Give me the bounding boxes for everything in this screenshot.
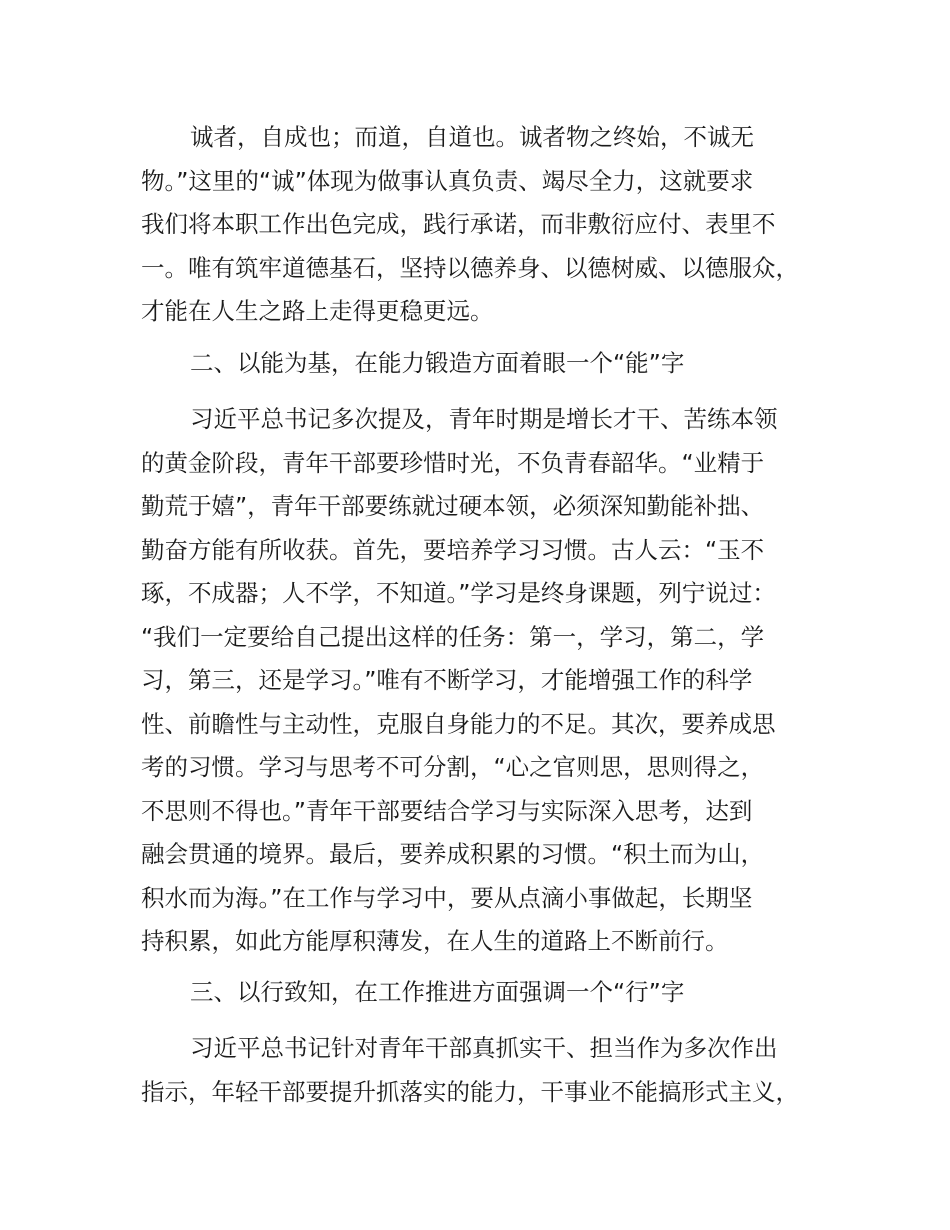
text-line: 习近平总书记针对青年干部真抓实干、担当作为多次作出: [190, 1034, 778, 1062]
paragraph-action: [141, 1027, 841, 1114]
text-line: 的黄金阶段，青年干部要珍惜时光，不负青春韶华。“业精于: [141, 448, 765, 477]
text-line: 考的习惯。学习与思考不可分割，“心之官则思，思则得之，: [141, 753, 765, 781]
text-line: “我们一定要给自己提出这样的任务：第一，学习，第二，学: [141, 622, 765, 651]
text-line: 不思则不得也。”青年干部要结合学习与实际深入思考，达到: [141, 796, 753, 825]
text-line: 持积累，如此方能厚积薄发，在人生的道路上不断前行。: [141, 927, 729, 955]
heading-text: 二、以能为基，在能力锻造方面着眼一个“能”字: [190, 349, 685, 377]
text-line: 指示，年轻干部要提升抓落实的能力，干事业不能搞形式主义，: [141, 1077, 799, 1106]
text-line: 习近平总书记多次提及，青年时期是增长才干、苦练本领: [190, 405, 778, 433]
text-line: 我们将本职工作出色完成，践行承诺，而非敷衍应付、表里不: [141, 210, 776, 238]
section-heading-2: [141, 342, 841, 386]
heading-text: 三、以行致知，在工作推进方面强调一个“行”字: [190, 978, 685, 1006]
text-line: 习，第三，还是学习。”唯有不断学习，才能增强工作的科学: [141, 666, 753, 694]
text-line: 性、前瞻性与主动性，克服自身能力的不足。其次，要养成思: [141, 709, 776, 738]
text-line: 才能在人生之路上走得更稳更远。: [141, 297, 494, 325]
paragraph-integrity: [141, 116, 841, 334]
text-line: 勤荒于嬉”，青年干部要练就过硬本领，必须深知勤能补拙、: [141, 492, 765, 520]
section-heading-3: [141, 971, 841, 1015]
text-line: 融会贯通的境界。最后，要养成积累的习惯。“积土而为山，: [141, 840, 765, 868]
paragraph-ability: [141, 398, 841, 964]
text-line: 积水而为海。”在工作与学习中，要从点滴小事做起，长期坚: [141, 883, 753, 912]
text-line: 诚者，自成也；而道，自道也。诚者物之终始，不诚无: [190, 123, 754, 151]
text-line: 琢，不成器；人不学，不知道。”学习是终身课题，列宁说过：: [141, 579, 776, 607]
text-line: 一。唯有筑牢道德基石，坚持以德养身、以德树威、以德服众，: [141, 253, 799, 282]
text-line: 勤奋方能有所收获。首先，要培养学习习惯。古人云：“玉不: [141, 535, 765, 564]
text-line: 物。”这里的“诚”体现为做事认真负责、竭尽全力，这就要求: [141, 166, 754, 195]
